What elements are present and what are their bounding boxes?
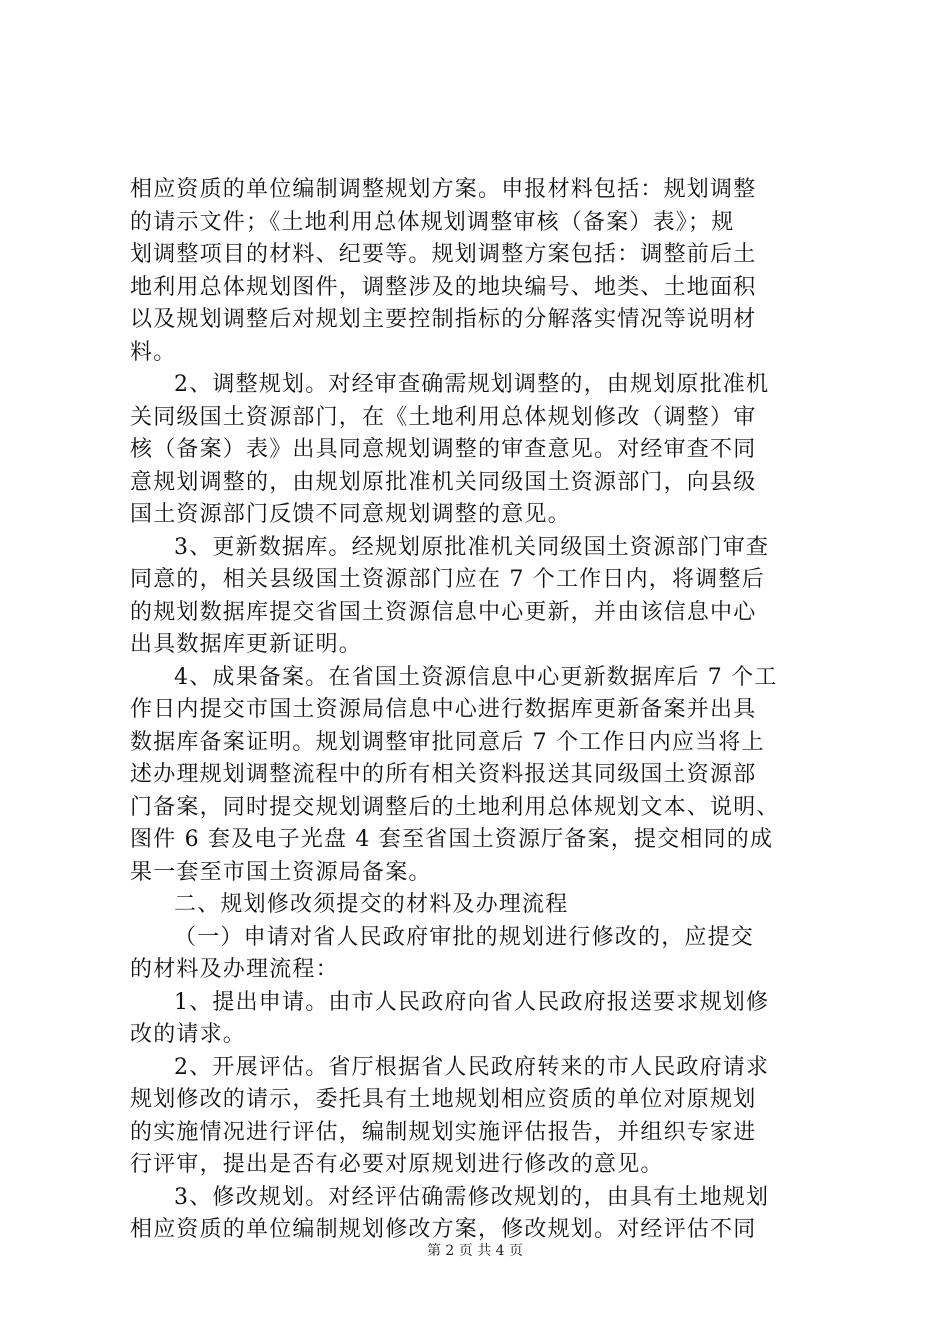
paragraph-start-line: 2、开展评估。省厅根据省人民政府转来的市人民政府请求 xyxy=(174,1054,770,1080)
text-line: 核（备案）表》出具同意规划调整的审查意见。对经审查不同 xyxy=(130,437,757,462)
paragraph-start-line: 1、提出申请。由市人民政府向省人民政府报送要求规划修 xyxy=(174,989,770,1015)
text-line: 意规划调整的，由规划原批准机关同级国土资源部门，向县级 xyxy=(130,469,757,495)
text-line: 规划修改的请示，委托具有土地规划相应资质的单位对原规划 xyxy=(130,1087,757,1112)
paragraph-start-line: 2、调整规划。对经审查确需规划调整的，由规划原批准机 xyxy=(174,372,770,397)
text-line: 作日内提交市国土资源局信息中心进行数据库更新备案并出具 xyxy=(130,697,757,722)
paragraph-start-line: 3、修改规划。对经评估确需修改规划的，由具有土地规划 xyxy=(174,1184,770,1210)
text-line: 相应资质的单位编制调整规划方案。申报材料包括：规划调整 xyxy=(130,177,757,202)
text-line: 的规划数据库提交省国土资源信息中心更新，并由该信息中心 xyxy=(130,599,757,625)
text-line: 的请示文件；《土地利用总体规划调整审核（备案）表》；规 xyxy=(130,209,735,235)
text-line: 述办理规划调整流程中的所有相关资料报送其同级国土资源部 xyxy=(130,762,757,787)
text-line: 同意的，相关县级国土资源部门应在 7 个工作日内，将调整后 xyxy=(130,567,765,592)
document-body xyxy=(130,174,830,1247)
text-line: 地利用总体规划图件，调整涉及的地块编号、地类、土地面积 xyxy=(130,274,757,300)
text-line: 划调整项目的材料、纪要等。规划调整方案包括：调整前后土 xyxy=(130,242,757,267)
text-line: 果一套至市国土资源局备案。 xyxy=(130,859,432,885)
text-line: 关同级国土资源部门，在《土地利用总体规划修改（调整）审 xyxy=(130,404,757,430)
text-line: 料。 xyxy=(130,339,177,365)
text-line: 的材料及办理流程： xyxy=(130,957,339,982)
page-number-footer: 第 2 页 共 4 页 xyxy=(426,1243,524,1259)
text-line: 出具数据库更新证明。 xyxy=(130,632,363,657)
subsection-heading: （一）申请对省人民政府审批的规划进行修改的，应提交 xyxy=(174,924,755,950)
paragraph-start-line: 4、成果备案。在省国土资源信息中心更新数据库后 7 个工 xyxy=(174,664,778,690)
text-line: 国土资源部门反馈不同意规划调整的意见。 xyxy=(130,502,571,527)
text-line: 相应资质的单位编制规划修改方案，修改规划。对经评估不同 xyxy=(130,1217,757,1242)
text-line: 图件 6 套及电子光盘 4 套至省国土资源厅备案，提交相同的成 xyxy=(130,827,774,852)
text-line: 门备案，同时提交规划调整后的土地利用总体规划文本、说明、 xyxy=(130,794,780,820)
text-line: 的实施情况进行评估，编制规划实施评估报告，并组织专家进 xyxy=(130,1119,757,1145)
paragraph-start-line: 3、更新数据库。经规划原批准机关同级国土资源部门审查 xyxy=(174,534,770,560)
text-line: 以及规划调整后对规划主要控制指标的分解落实情况等说明材 xyxy=(130,307,757,332)
text-line: 改的请求。 xyxy=(130,1022,247,1047)
section-heading: 二、规划修改须提交的材料及办理流程 xyxy=(174,892,569,917)
text-line: 数据库备案证明。规划调整审批同意后 7 个工作日内应当将上 xyxy=(130,729,765,755)
text-line: 行评审，提出是否有必要对原规划进行修改的意见。 xyxy=(130,1152,664,1177)
